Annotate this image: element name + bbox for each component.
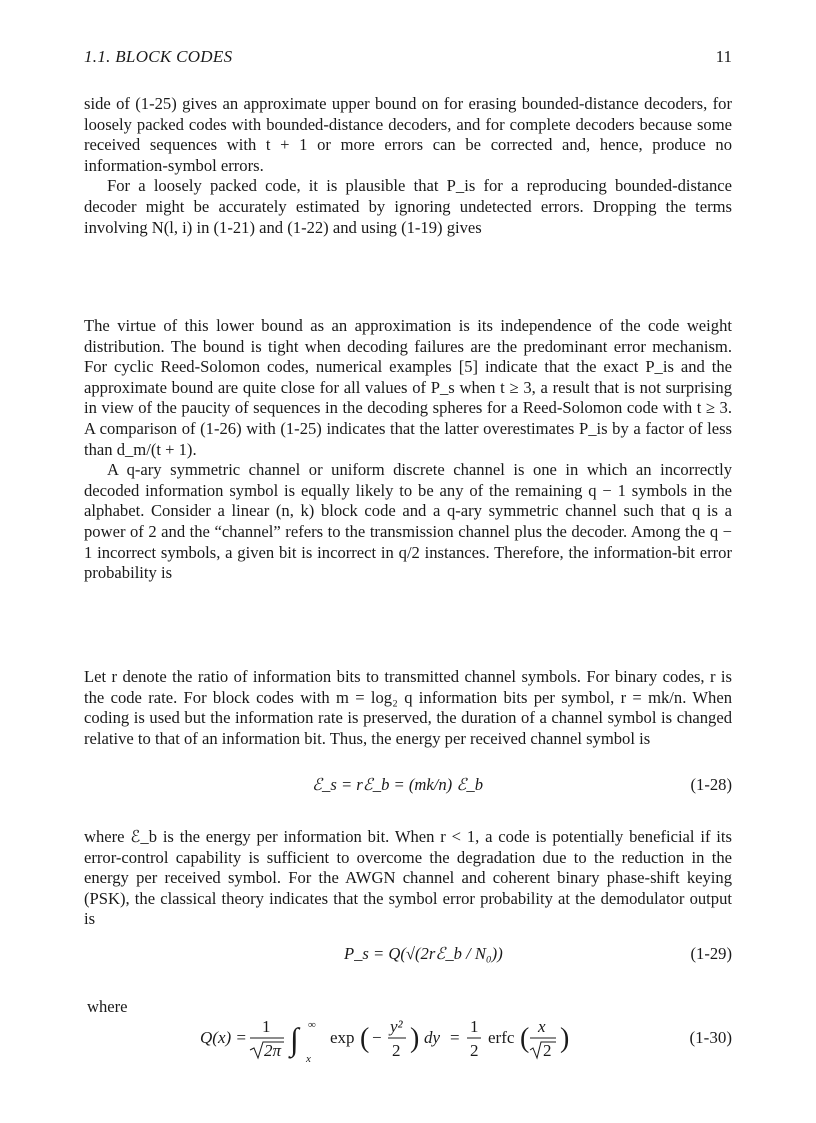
eq30-x: x: [538, 1017, 546, 1036]
equation-1-28: [84, 775, 732, 805]
paragraph-6: [84, 827, 732, 930]
eq30-sqrt2: 2: [543, 1041, 552, 1060]
equation-1-30: [0, 1010, 816, 1080]
paragraph-6-text: where ℰ_b is the energy per information bit. When r < 1, a code is potentially beneficial if its error-control capability is sufficient to overcome the degradation due to the reduction in the energy per received symbol. For the AWGN channel and coherent binary phase-shift keying (PSK), the classical theory indicates that the symbol error probability at the demodulator output is: [84, 827, 732, 929]
equation-1-29-body: P_s = Q(√(2rℰ_b / N₀)): [344, 944, 503, 963]
equation-1-29-number: (1-29): [690, 944, 732, 963]
paragraph-5: [84, 667, 732, 749]
eq30-upper-limit: ∞: [308, 1019, 316, 1031]
equation-1-29: [84, 944, 732, 974]
eq30-2pi: 2π: [264, 1041, 282, 1060]
eq30-one: 1: [262, 1017, 271, 1036]
eq30-dy: dy: [424, 1028, 441, 1047]
page-number: 11: [715, 47, 732, 66]
eq30-rparen-2: ): [560, 1023, 570, 1054]
eq30-number: (1-30): [689, 1028, 732, 1047]
eq30-lparen: (: [360, 1023, 370, 1054]
where-label: where: [87, 997, 128, 1016]
eq30-half-den: 2: [470, 1041, 479, 1060]
eq30-lhs: Q(x) =: [200, 1028, 247, 1047]
equation-1-28-number: (1-28): [690, 775, 732, 794]
eq30-half-num: 1: [470, 1017, 479, 1036]
eq30-lower-limit: x: [306, 1053, 311, 1065]
section-title: 1.1. BLOCK CODES: [84, 47, 233, 66]
paragraph-5-text: Let r denote the ratio of information bits to transmitted channel symbols. For binary codes, r is the code rate. For block codes with m = log₂ q information bits per symbol, r = mk/n. When coding is used but the information rate is preserved, the duration of a channel symbol is changed relative to that of an information bit. Thus, the energy per received channel symbol is: [84, 667, 732, 748]
eq30-equals: =: [450, 1028, 460, 1047]
eq30-minus: −: [372, 1028, 382, 1047]
paragraph-4-text: A q-ary symmetric channel or uniform discrete channel is one in which an incorrectly decoded information symbol is equally likely to be any of the remaining q − 1 symbols in the alphabet. Consider a linear (n, k) block code and a q-ary symmetric channel such that q is a power of 2 and the “channel” refers to the transmission channel plus the decoder. Among the q − 1 incorrect symbols, a given bit is incorrect in q/2 instances. Therefore, the information-bit error probability is: [84, 460, 732, 583]
equation-1-28-body: ℰ_s = rℰ_b = (mk/n) ℰ_b: [312, 775, 483, 794]
paragraph-3-text: The virtue of this lower bound as an approximation is its independence of the code weight distribution. The bound is tight when decoding failures are the predominant error mechanism. For cyclic Reed-Solomon codes, numerical examples [5] indicate that the exact P_is and the approximate bound are quite close for all values of P_s when t ≥ 3, a result that is not surprising in view of the paucity of sequences in the decoding spheres for a Reed-Solomon code with t ≥ 3. A comparison of (1-26) with (1-25) indicates that the latter overestimates P_is by a factor of less than d_m/(t + 1).: [84, 316, 732, 459]
paragraph-1: [84, 94, 732, 238]
integral-icon: ∫: [290, 1021, 299, 1057]
eq30-y2: y²: [390, 1017, 403, 1036]
running-header: [84, 47, 732, 69]
eq30-rparen: ): [410, 1023, 420, 1054]
paragraph-2-text: For a loosely packed code, it is plausible that P_is for a reproducing bounded-distance decoder might be accurately estimated by ignoring undetected errors. Dropping the terms involving N(l, i) in (1-21) and (1-22) and using (1-19) gives: [84, 176, 732, 237]
eq30-two: 2: [392, 1041, 401, 1060]
paragraph-3: [84, 316, 732, 584]
eq30-lparen-2: (: [520, 1023, 530, 1054]
paragraph-1-text: side of (1-25) gives an approximate upper bound on for erasing bounded-distance decoders, for loosely packed codes with bounded-distance decoders, and for complete decoders because some received sequences with t + 1 or more errors can be corrected and, hence, produce no information-symbol errors.: [84, 94, 732, 175]
eq30-erfc: erfc: [488, 1028, 515, 1047]
eq30-exp: exp: [330, 1028, 355, 1047]
